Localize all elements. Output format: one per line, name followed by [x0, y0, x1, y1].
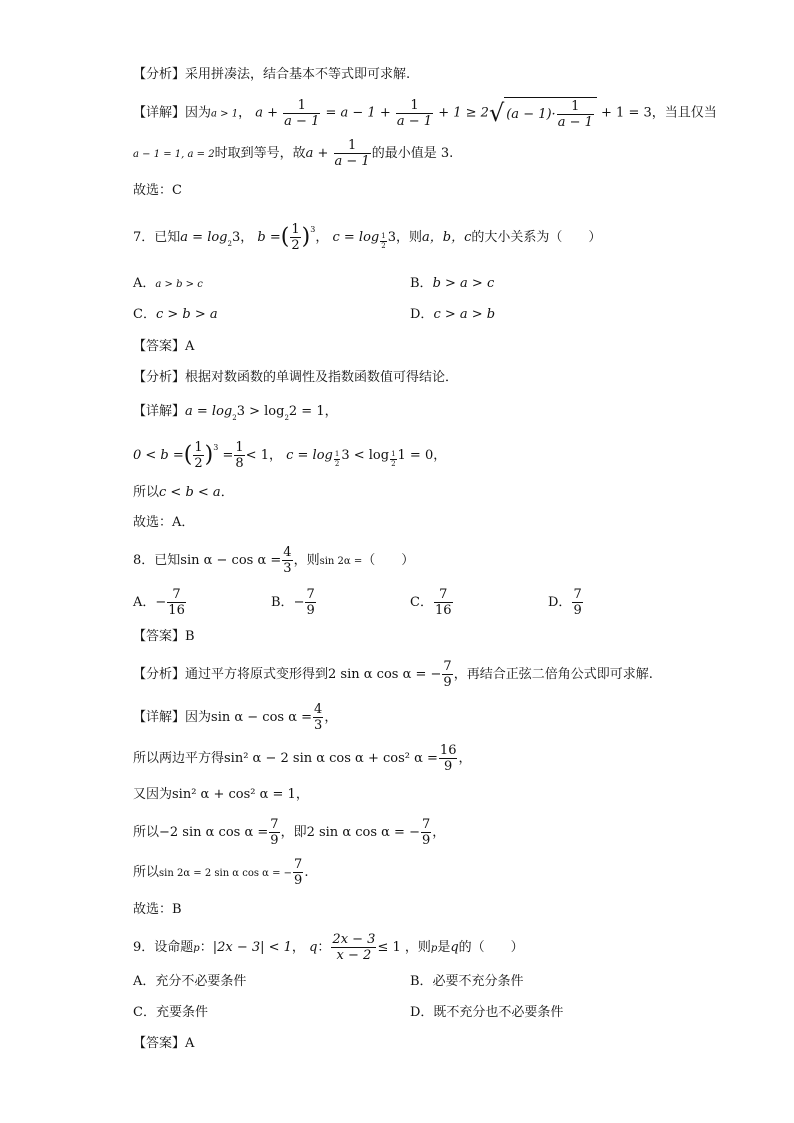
sqrt-body: (a − 1)· $\frac{1}{a - 1}$: [504, 97, 597, 129]
q8-option-a: A．− $\frac{7}{16}$: [133, 587, 185, 618]
q8-analysis: 【分析】通过平方将原式变形得到2 sin α cos α = − $\frac{7}{9}$ ，再结合正弦二倍角公式即可求解.: [133, 659, 653, 690]
q8-stem: 8．已知sin α − cos α = $\frac{4}{3}$ ，则sin 2α =（ ）: [133, 545, 415, 576]
fraction: $\frac{1}{a - 1}$: [396, 97, 433, 129]
q7-option-b: B．b > a > c: [410, 276, 495, 291]
fraction: $\frac{1}{a - 1}$: [334, 138, 370, 169]
q9-stem: 9．设命题p：|2x − 3| < 1， q： $\frac{2x - 3}{x - 2}$ ≤ 1 ，则p是q的（ ）: [133, 932, 524, 963]
q7-option-a: A．a > b > c: [133, 276, 203, 291]
q8-choice: 故选：B: [133, 902, 182, 917]
q6-choice: 故选：C: [133, 183, 182, 198]
q9-option-d: D．既不充分也不必要条件: [410, 1005, 564, 1020]
q7-solution-line3: 所以c < b < a．: [133, 485, 234, 500]
q8-solution-line3: 又因为sin² α + cos² α = 1，: [133, 787, 309, 802]
analysis-tag: 【分析】: [133, 67, 186, 82]
q6-solution-line1: 【详解】因为a > 1， a + $\frac{1}{a - 1}$ = a − 1 + $\frac{1}{a - 1}$ + 1 ≥ 2√ (a − 1)· $\frac{1}{a - 1}$ + 1 = 3，当且仅当: [133, 97, 717, 130]
q7-choice: 故选：A．: [133, 515, 195, 530]
q8-answer: 【答案】B: [133, 629, 195, 644]
q9-answer: 【答案】A: [133, 1036, 195, 1051]
q8-option-c: C． $\frac{7}{16}$: [410, 587, 452, 618]
q7-answer: 【答案】A: [133, 339, 195, 354]
log-base-fraction: $\frac{1}{2}$: [381, 232, 386, 250]
q8-solution-line2: 所以两边平方得sin² α − 2 sin α cos α + cos² α = $\frac{16}{9}$ ，: [133, 743, 472, 774]
solution-tag: 【详解】: [133, 105, 186, 121]
q8-option-b: B．− $\frac{7}{9}$: [271, 587, 315, 618]
radical-sign: √: [488, 99, 505, 127]
q9-option-c: C．充要条件: [133, 1005, 208, 1020]
q8-solution-line5: 所以sin 2α = 2 sin α cos α = − $\frac{7}{9}$ .: [133, 857, 309, 888]
q7-solution-line2: 0 < b =( $\frac{1}{2}$ )$^3$ = $\frac{1}{8}$ < 1， c = log $\frac{1}{2}$ 3 < log $\frac{1}{2}$ 1 = 0，: [133, 440, 447, 471]
fraction: $\frac{1}{a - 1}$: [284, 97, 320, 129]
fraction: $\frac{1}{2}$: [291, 222, 300, 253]
q7-stem: 7．已知$a = \log_23$， b =( $\frac{1}{2}$ )$^3$， c = log $\frac{1}{2}$ 3，则a，b，c的大小关系为（ ）: [133, 222, 602, 253]
q8-solution-line1: 【详解】因为sin α − cos α = $\frac{4}{3}$ ，: [133, 702, 338, 733]
q8-solution-line4: 所以−2 sin α cos α = $\frac{7}{9}$ ，即2 sin α cos α = − $\frac{7}{9}$ ，: [133, 817, 446, 848]
q7-option-c: C．c > b > a: [133, 307, 218, 322]
q7-option-d: D．c > a > b: [410, 307, 496, 322]
q6-analysis: 【分析】采用拼凑法，结合基本不等式即可求解.: [133, 67, 411, 82]
q6-solution-line2: a − 1 = 1, a = 2时取到等号，故a + $\frac{1}{a - 1}$ 的最小值是 3.: [133, 138, 454, 169]
q8-option-d: D． $\frac{7}{9}$: [548, 587, 582, 618]
q7-analysis: 【分析】根据对数函数的单调性及指数函数值可得结论．: [133, 370, 459, 385]
q9-option-b: B．必要不充分条件: [410, 974, 524, 989]
q7-solution-line1: 【详解】$a = \log_23 > \log_22 = 1$，: [133, 404, 338, 422]
q9-option-a: A．充分不必要条件: [133, 974, 247, 989]
